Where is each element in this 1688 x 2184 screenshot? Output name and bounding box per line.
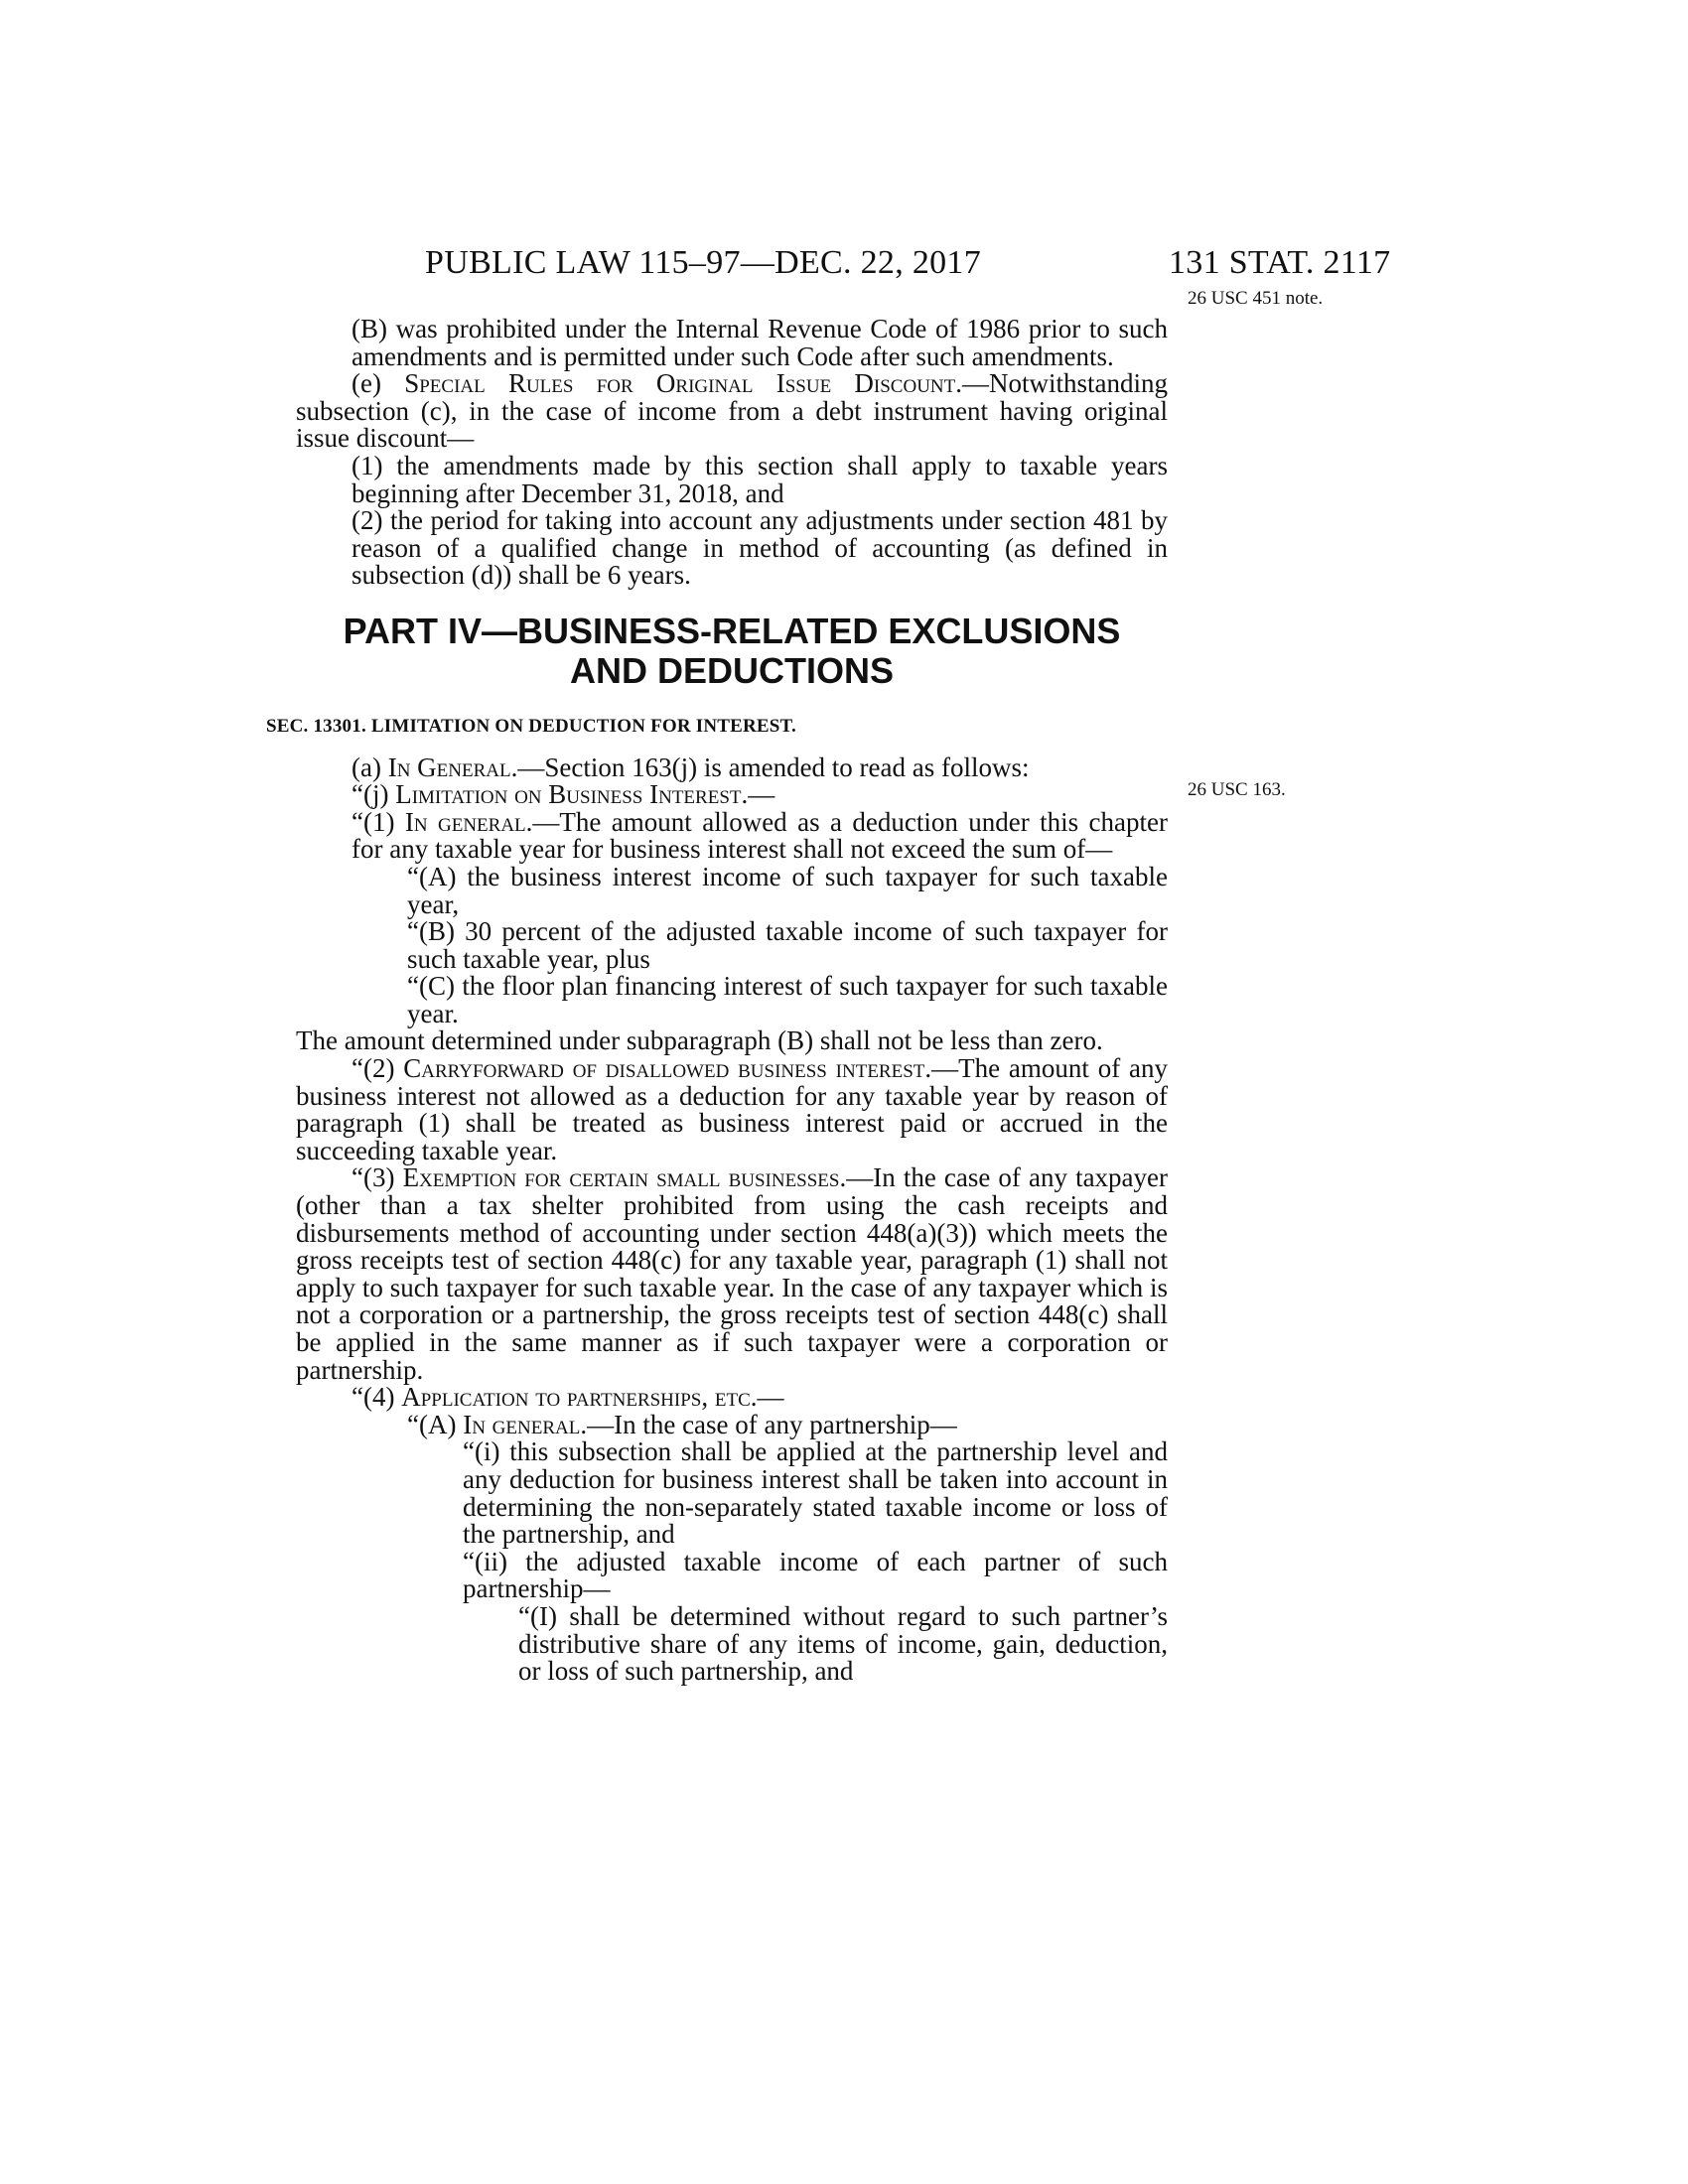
part-heading-line1: PART IV—BUSINESS-RELATED EXCLUSIONS xyxy=(343,610,1121,651)
paragraph-j4-A-ii-I: “(I) shall be determined without regard to such partner’s distributive share of any items of income, gain, deduction, or loss of such partnership, and xyxy=(518,1600,1168,1687)
paragraph-a-heading: In General xyxy=(387,751,511,782)
paragraph-j3-text: .—In the case of any taxpayer (other than a tax shelter prohibited from using the cash receipts and disbursements method of accounting under section 448(a)(3)) which meets the gross receipts test of section 448(c) for any taxable year, paragraph (1) shall not apply to such taxpayer for such taxable year. In the case of any taxpayer which is not a corporation or a partnership, the gross receipts test of section 448(c) shall be applied in the same manner as if such taxpayer were a corporation or partnership. xyxy=(296,1162,1169,1385)
part-heading-line2: AND DEDUCTIONS xyxy=(569,649,894,691)
paragraph-j-lead: “(j) xyxy=(352,779,396,810)
paragraph-j1-B: “(B) 30 percent of the adjusted taxable income of such taxpayer for such taxable year, plus xyxy=(407,916,1168,974)
running-header-left: PUBLIC LAW 115–97—DEC. 22, 2017 xyxy=(425,244,982,281)
margin-note-usc-163: 26 USC 163. xyxy=(1188,779,1286,800)
paragraph-j4-lead: “(4) xyxy=(352,1382,402,1413)
paragraph-j3 xyxy=(296,1164,1168,1384)
paragraph-j2-text: .—The amount of any business interest not allowed as a deduction for any taxable year by reason of paragraph (1) shall be treated as business interest paid or accrued in the succeeding taxable year. xyxy=(296,1053,1168,1165)
paragraph-j4-heading: Application to partnerships, etc xyxy=(401,1382,751,1413)
document-body xyxy=(266,314,1169,1687)
paragraph-e-heading: Special Rules for Original Issue Discount xyxy=(404,368,956,399)
paragraph-j4 xyxy=(296,1384,1168,1412)
paragraph-j-text: .— xyxy=(741,779,775,810)
running-header-right: 131 STAT. 2117 xyxy=(1169,244,1391,281)
paragraph-j1-lead: “(1) xyxy=(352,806,405,837)
paragraph-j1-heading: In general xyxy=(404,806,526,837)
part-heading xyxy=(296,612,1168,691)
paragraph-j2-heading: Carryforward of disallowed business interest xyxy=(403,1053,925,1084)
paragraph-j1 xyxy=(296,806,1169,865)
paragraph-j2 xyxy=(296,1055,1168,1164)
margin-note-usc-451: 26 USC 451 note. xyxy=(1188,288,1324,309)
paragraph-j3-heading: Exemption for certain small businesses xyxy=(402,1162,840,1193)
paragraph-j1-C: “(C) the floor plan financing interest of such taxpayer for such taxable year. xyxy=(407,971,1168,1028)
paragraph-a-lead: (a) xyxy=(352,751,388,782)
paragraph-j xyxy=(296,781,1168,809)
paragraph-B: (B) was prohibited under the Internal Revenue Code of 1986 prior to such amendments and is permitted under such Code after such amendments. xyxy=(352,314,1168,371)
paragraph-a xyxy=(296,751,1168,782)
paragraph-a-text: .—Section 163(j) is amended to read as follows: xyxy=(510,751,1030,782)
paragraph-j3-lead: “(3) xyxy=(352,1162,403,1193)
paragraph-j4-A-ii: “(ii) the adjusted taxable income of each partner of such partnership— xyxy=(463,1546,1168,1604)
paragraph-j4-A-heading: In general xyxy=(463,1409,581,1439)
paragraph-e-text: .—Notwithstanding subsection (c), in the case of income from a debt instrument having original issue discount— xyxy=(296,368,1168,454)
paragraph-j4-text: .— xyxy=(750,1382,784,1413)
paragraph-j1-text: .—The amount allowed as a deduction under this chapter for any taxable year for business interest shall not exceed the sum of— xyxy=(352,806,1169,865)
paragraph-2: (2) the period for taking into account any adjustments under section 481 by reason of a qualified change in method of accounting (as defined in subsection (d)) shall be 6 years. xyxy=(352,505,1168,591)
paragraph-j4-A-text: .—In the case of any partnership— xyxy=(580,1409,957,1439)
paragraph-e-lead: (e) xyxy=(352,368,405,399)
paragraph-j1-flush: The amount determined under subparagraph (B) shall not be less than zero. xyxy=(296,1025,1103,1056)
paragraph-j1-A: “(A) the business interest income of such taxpayer for such taxable year, xyxy=(407,861,1168,919)
paragraph-j4-A-i: “(i) this subsection shall be applied at the partnership level and any deduction for business interest shall be taken into account in determining the non-separately stated taxable income or loss of the partnership, and xyxy=(463,1436,1168,1550)
paragraph-j4-A xyxy=(296,1409,1168,1439)
paragraph-e xyxy=(296,370,1168,453)
paragraph-1: (1) the amendments made by this section shall apply to taxable years beginning after December 31, 2018, and xyxy=(352,450,1168,508)
paragraph-j4-A-lead: “(A) xyxy=(407,1409,464,1439)
paragraph-j2-lead: “(2) xyxy=(352,1053,404,1084)
section-heading: SEC. 13301. LIMITATION ON DEDUCTION FOR INTEREST. xyxy=(266,715,796,737)
paragraph-j-heading: Limitation on Business Interest xyxy=(395,779,742,810)
